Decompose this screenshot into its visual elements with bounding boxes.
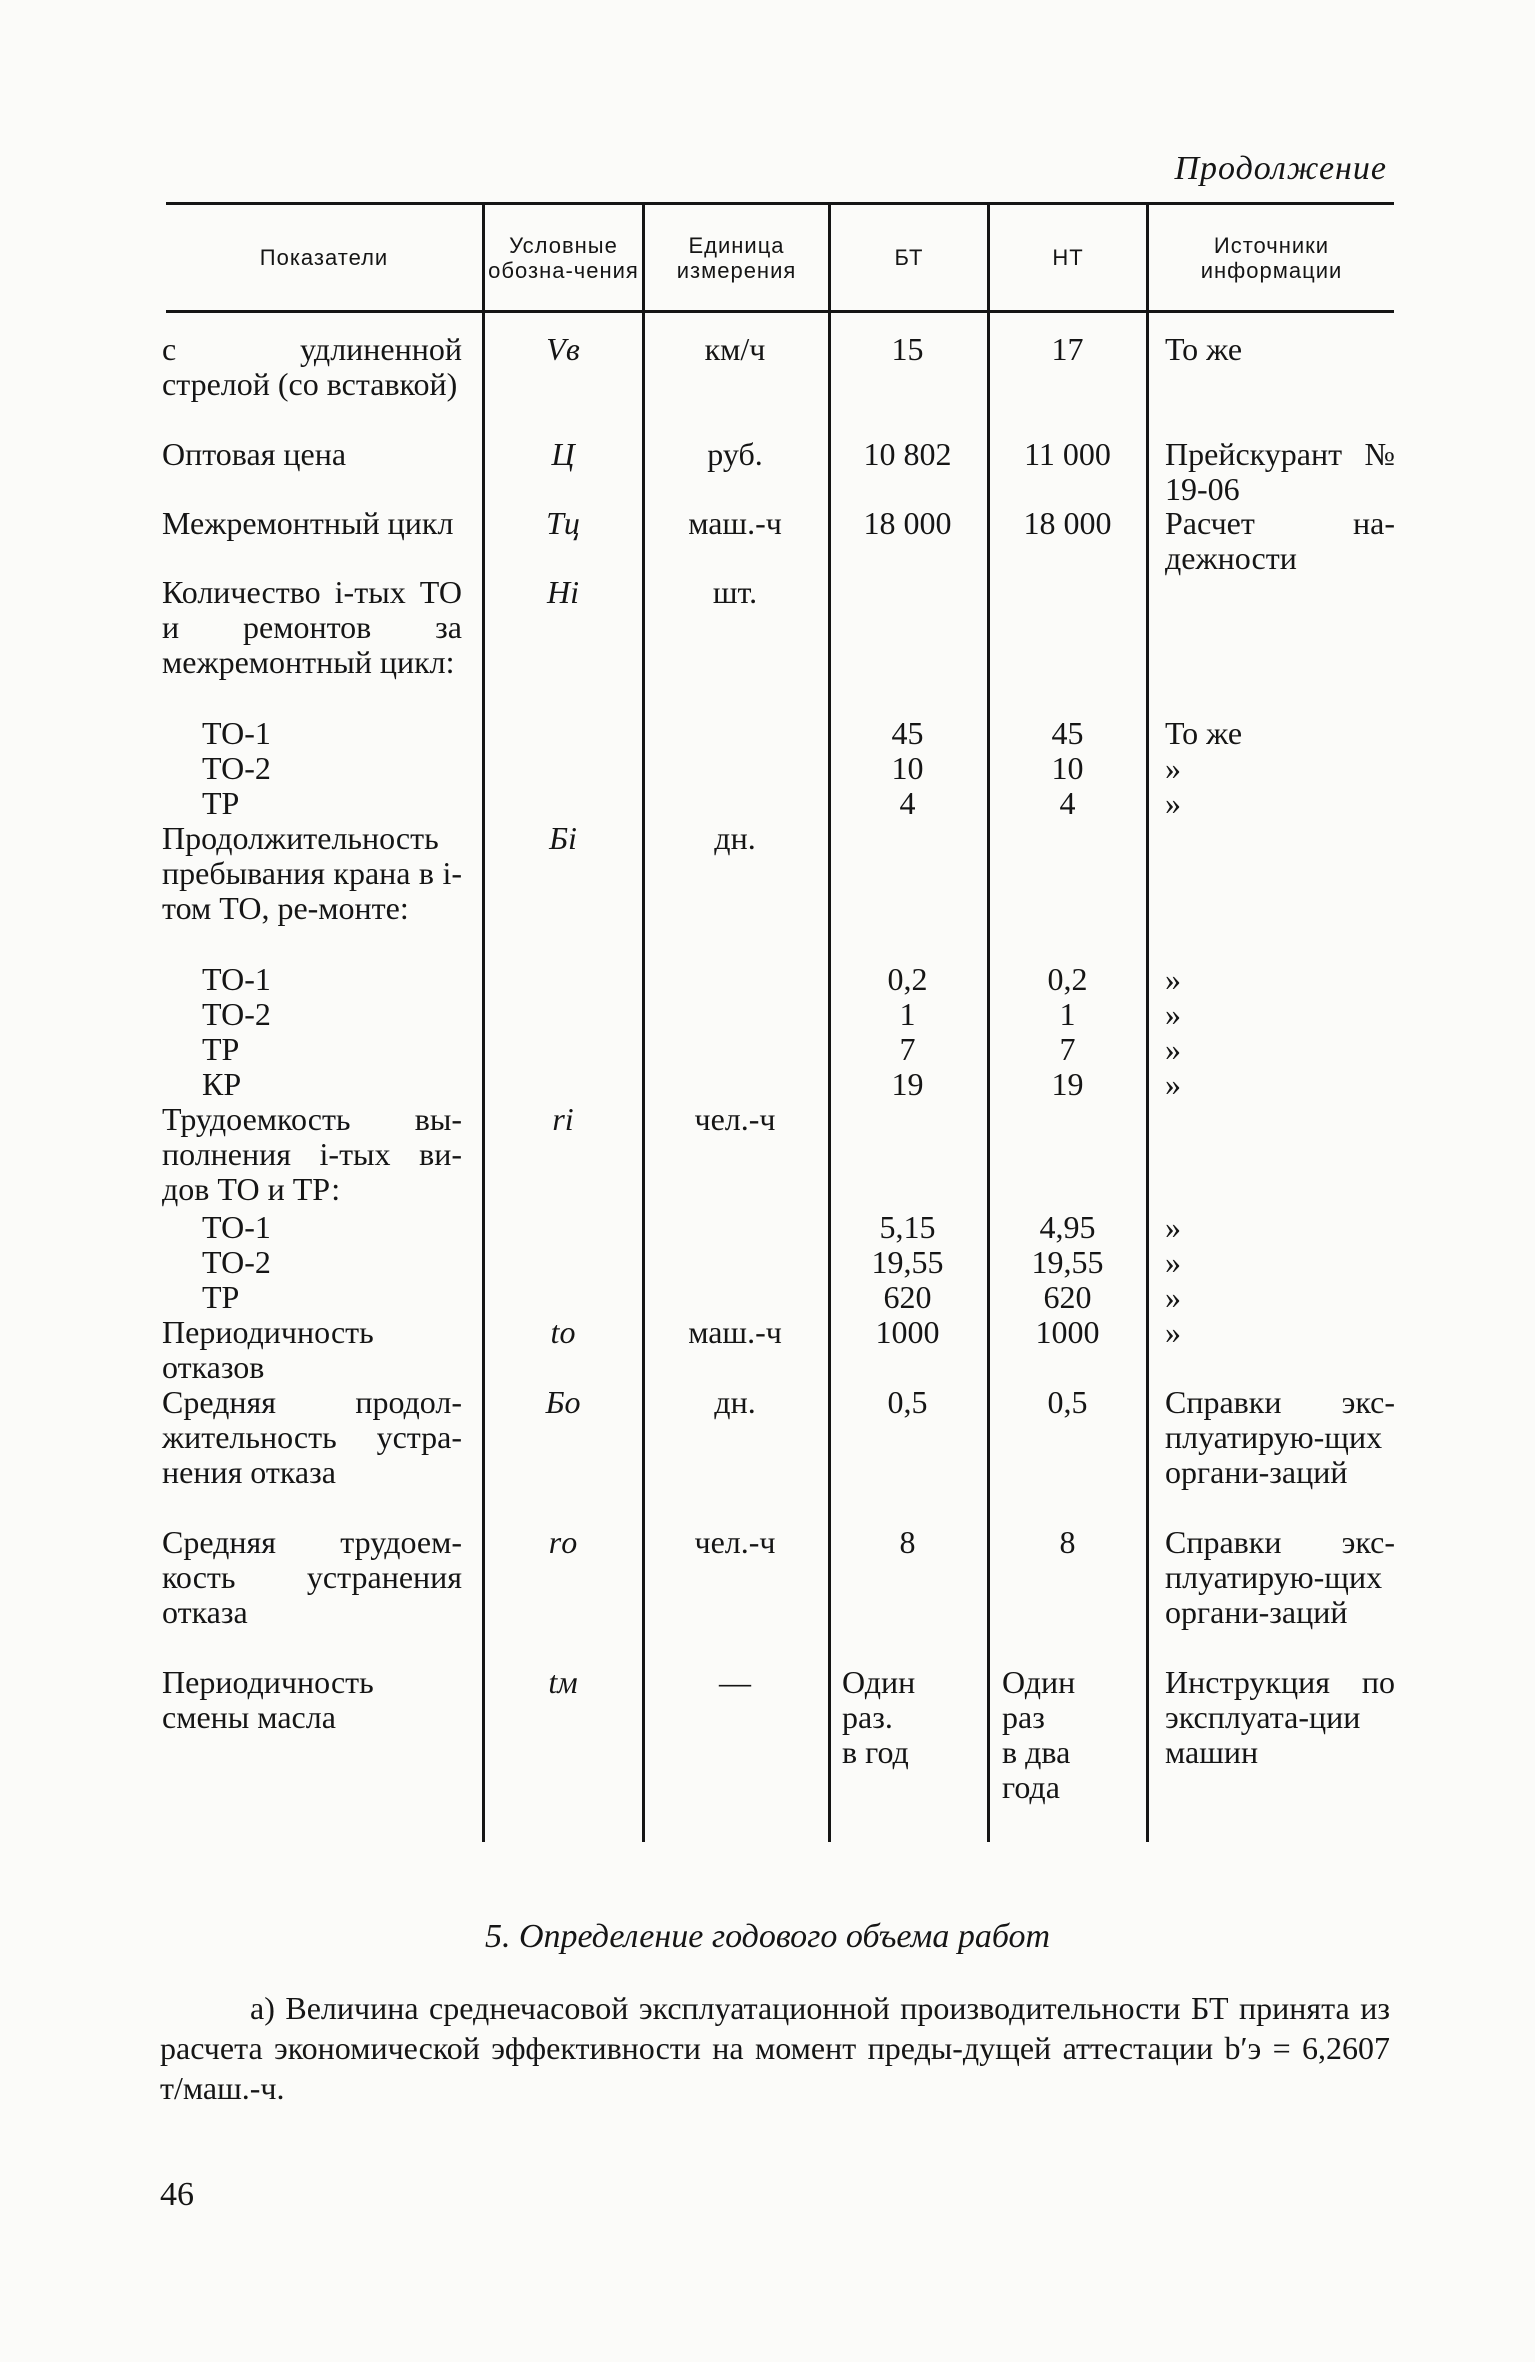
header-symbols: Условные обозна-чения: [488, 232, 639, 283]
row-symbol: Бi: [549, 820, 577, 856]
row-unit: км/ч: [704, 331, 766, 367]
row-source: То же » »: [1165, 715, 1243, 821]
header-unit: Единица измерения: [676, 232, 797, 283]
row-unit: дн.: [714, 1384, 756, 1420]
row-unit: чел.-ч: [694, 1101, 776, 1137]
row-bt: Один раз. в год: [842, 1664, 916, 1770]
row-name: Периодичность отказов: [162, 1314, 374, 1385]
row-name: ТО-1 ТО-2 ТР: [202, 1209, 271, 1315]
row-unit: —: [719, 1664, 751, 1700]
row-source: Инструкция по эксплуата-ции машин: [1165, 1664, 1395, 1770]
row-bt: 10 802: [863, 436, 952, 472]
row-symbol: Tц: [546, 505, 580, 541]
row-bt: 8: [899, 1524, 916, 1560]
row-symbol: Vв: [546, 331, 580, 367]
header-indicators: Показатели: [259, 245, 389, 270]
row-unit: шт.: [712, 574, 758, 610]
row-unit: чел.-ч: [694, 1524, 776, 1560]
header-bt: БТ: [894, 245, 924, 270]
row-symbol: rо: [548, 1524, 578, 1560]
row-nt: 17: [1051, 331, 1084, 367]
row-bt: 15: [891, 331, 924, 367]
row-unit: маш.-ч: [688, 1314, 782, 1350]
row-nt: Один раз в два года: [1002, 1664, 1076, 1805]
row-symbol: Hi: [547, 574, 579, 610]
row-nt: 8: [1059, 1524, 1076, 1560]
continuation-label: Продолжение: [1174, 150, 1387, 187]
row-source: » » »: [1165, 1209, 1181, 1315]
row-nt: 45 10 4: [1051, 715, 1084, 821]
row-source: Справки экс-плуатирую-щих органи-заций: [1165, 1524, 1395, 1630]
row-source: То же: [1165, 331, 1243, 367]
row-name: Средняя продол-жительность устра-нения отказа: [162, 1384, 462, 1490]
row-unit: маш.-ч: [688, 505, 782, 541]
row-source: Справки экс-плуатирую-щих органи-заций: [1165, 1384, 1395, 1490]
row-nt: 1000: [1035, 1314, 1100, 1350]
row-name: Средняя трудоем-кость устранения отказа: [162, 1524, 462, 1630]
row-name: Межремонтный цикл: [162, 505, 454, 541]
header-nt: НТ: [1052, 245, 1084, 270]
row-name: Продолжительность пребывания крана в i-том ТО, ре-монте:: [162, 820, 462, 926]
body-paragraph: а) Величина среднечасовой эксплуатационной производительности БТ принята из расчета экономической эффективности на момент преды-дущей аттестации b′э = 6,2607 т/маш.-ч.: [160, 1990, 1390, 2106]
row-name: ТО-1 ТО-2 ТР: [202, 715, 271, 821]
row-unit: дн.: [714, 820, 756, 856]
row-symbol: Бо: [545, 1384, 581, 1420]
table-header-rule: [166, 310, 1394, 313]
row-bt: 1000: [875, 1314, 940, 1350]
row-source: Прейскурант № 19-06: [1165, 436, 1395, 507]
row-source: Расчет на-дежности: [1165, 505, 1395, 576]
column-divider: [482, 202, 485, 1842]
column-divider: [1146, 202, 1149, 1842]
row-symbol: tо: [550, 1314, 576, 1350]
row-bt: 0,2 1 7 19: [887, 961, 928, 1102]
row-name: Количество i-тых ТО и ремонтов за межремонтный цикл:: [162, 574, 462, 680]
row-nt: 4,95 19,55 620: [1031, 1209, 1104, 1315]
row-symbol: Ц: [551, 436, 575, 472]
row-symbol: tм: [548, 1664, 578, 1700]
row-bt: 5,15 19,55 620: [871, 1209, 944, 1315]
section-heading: 5. Определение годового объема работ: [484, 1918, 1051, 1955]
row-name: ТО-1 ТО-2 ТР КР: [202, 961, 271, 1102]
row-bt: 0,5: [887, 1384, 928, 1420]
row-bt: 45 10 4: [891, 715, 924, 821]
row-nt: 11 000: [1024, 436, 1111, 472]
row-source: »: [1165, 1314, 1181, 1350]
row-nt: 0,5: [1047, 1384, 1088, 1420]
row-name: Трудоемкость вы-полнения i-тых ви-дов ТО и ТР:: [162, 1101, 462, 1207]
row-unit: руб.: [707, 436, 763, 472]
row-name: Оптовая цена: [162, 436, 347, 472]
row-nt: 0,2 1 7 19: [1047, 961, 1088, 1102]
row-name: Периодичность смены масла: [162, 1664, 374, 1735]
row-source: » » » »: [1165, 961, 1181, 1102]
row-bt: 18 000: [863, 505, 952, 541]
row-nt: 18 000: [1023, 505, 1112, 541]
page-number: 46: [160, 2176, 194, 2213]
row-symbol: ri: [552, 1101, 574, 1137]
header-sources: Источники информации: [1200, 232, 1343, 283]
row-name: с удлиненной стрелой (со вставкой): [162, 331, 462, 402]
